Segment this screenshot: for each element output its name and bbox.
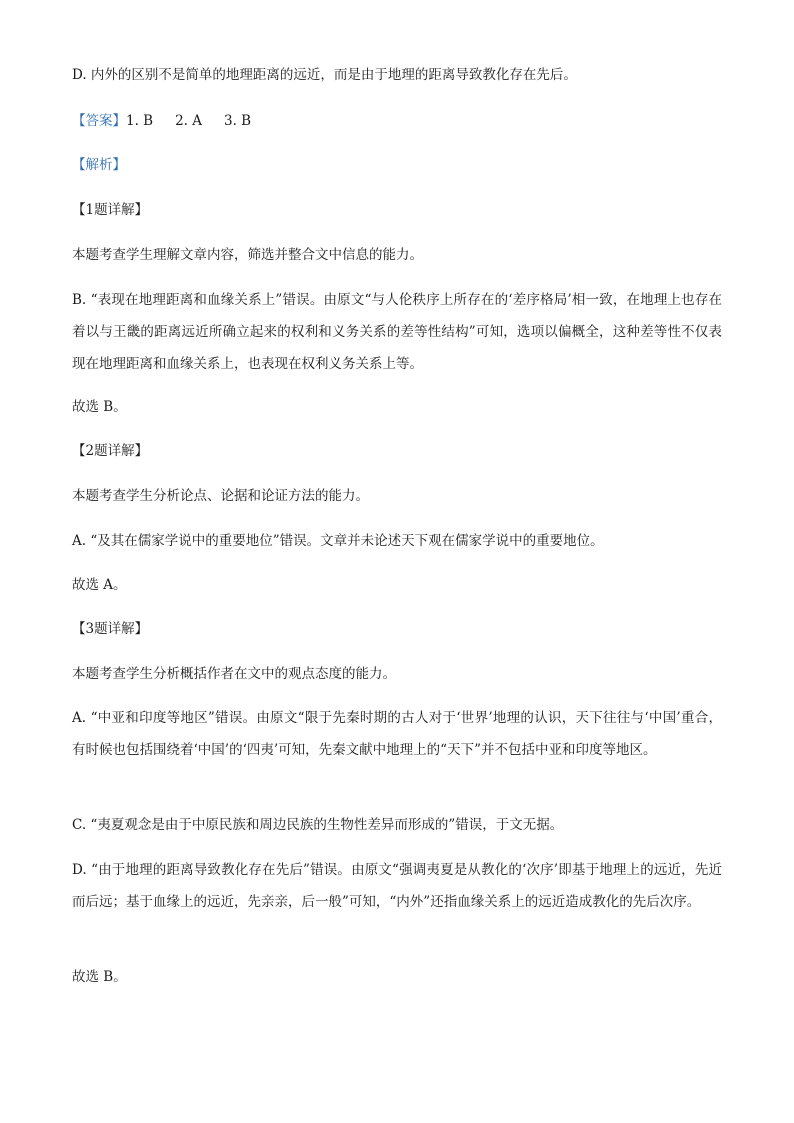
answer-item: 3. B [224, 113, 252, 129]
q2-intro: 本题考查学生分析论点、论据和论证方法的能力。 [72, 488, 369, 504]
analysis-label: 【解析】 [72, 157, 126, 173]
q3-choice: 故选 B。 [72, 969, 127, 985]
answer-label: 【答案】 [72, 113, 126, 129]
q2-choice: 故选 A。 [72, 577, 127, 593]
q1-header: 【1题详解】 [72, 202, 149, 218]
answer-item: 2. A [175, 113, 203, 129]
q3-option-c-analysis: C. “夷夏观念是由于中原民族和周边民族的生物性差异而形成的”错误，于文无据。 [72, 817, 564, 833]
q3-option-a-analysis: A. “中亚和印度等地区”错误。由原文“限于先秦时期的古人对于‘世界’地理的认识，天下往往与‘中国’重合，有时候也包括围绕着‘中国’的‘四夷’可知，先秦文献中地理上的“天下”并不包括中亚和印度等地区。 [72, 710, 722, 758]
q2-option-a-analysis: A. “及其在儒家学说中的重要地位”错误。文章并未论述天下观在儒家学说中的重要地位。 [72, 533, 604, 549]
q1-option-b-analysis: B. “表现在地理距离和血缘关系上”错误。由原文“与人伦秩序上所存在的‘差序格局’相一致，在地理上也存在着以与王畿的距离远近所确立起来的权利和义务关系的差等性结构”可知，选项以偏概全，这种差等性不仅表现在地理距离和血缘关系上，也表现在权利义务关系上等。 [72, 292, 722, 372]
q2-header: 【2题详解】 [72, 443, 149, 459]
answer-item: 1. B [126, 113, 154, 129]
option-d-text: D. 内外的区别不是简单的地理距离的远近，而是由于地理的距离导致教化存在先后。 [72, 67, 577, 83]
q1-intro: 本题考查学生理解文章内容，筛选并整合文中信息的能力。 [72, 247, 423, 263]
answer-row [72, 106, 722, 137]
q3-header: 【3题详解】 [72, 621, 149, 637]
q1-choice: 故选 B。 [72, 399, 127, 415]
q3-option-d-analysis: D. “由于地理的距离导致教化存在先后”错误。由原文“强调夷夏是从教化的‘次序’即基于地理上的远近，先近而后远；基于血缘上的远近，先亲亲，后一般”可知，“内外”还指血缘关系上的远近造成教化的先后次序。 [72, 862, 722, 910]
q3-intro: 本题考查学生分析概括作者在文中的观点态度的能力。 [72, 666, 396, 682]
